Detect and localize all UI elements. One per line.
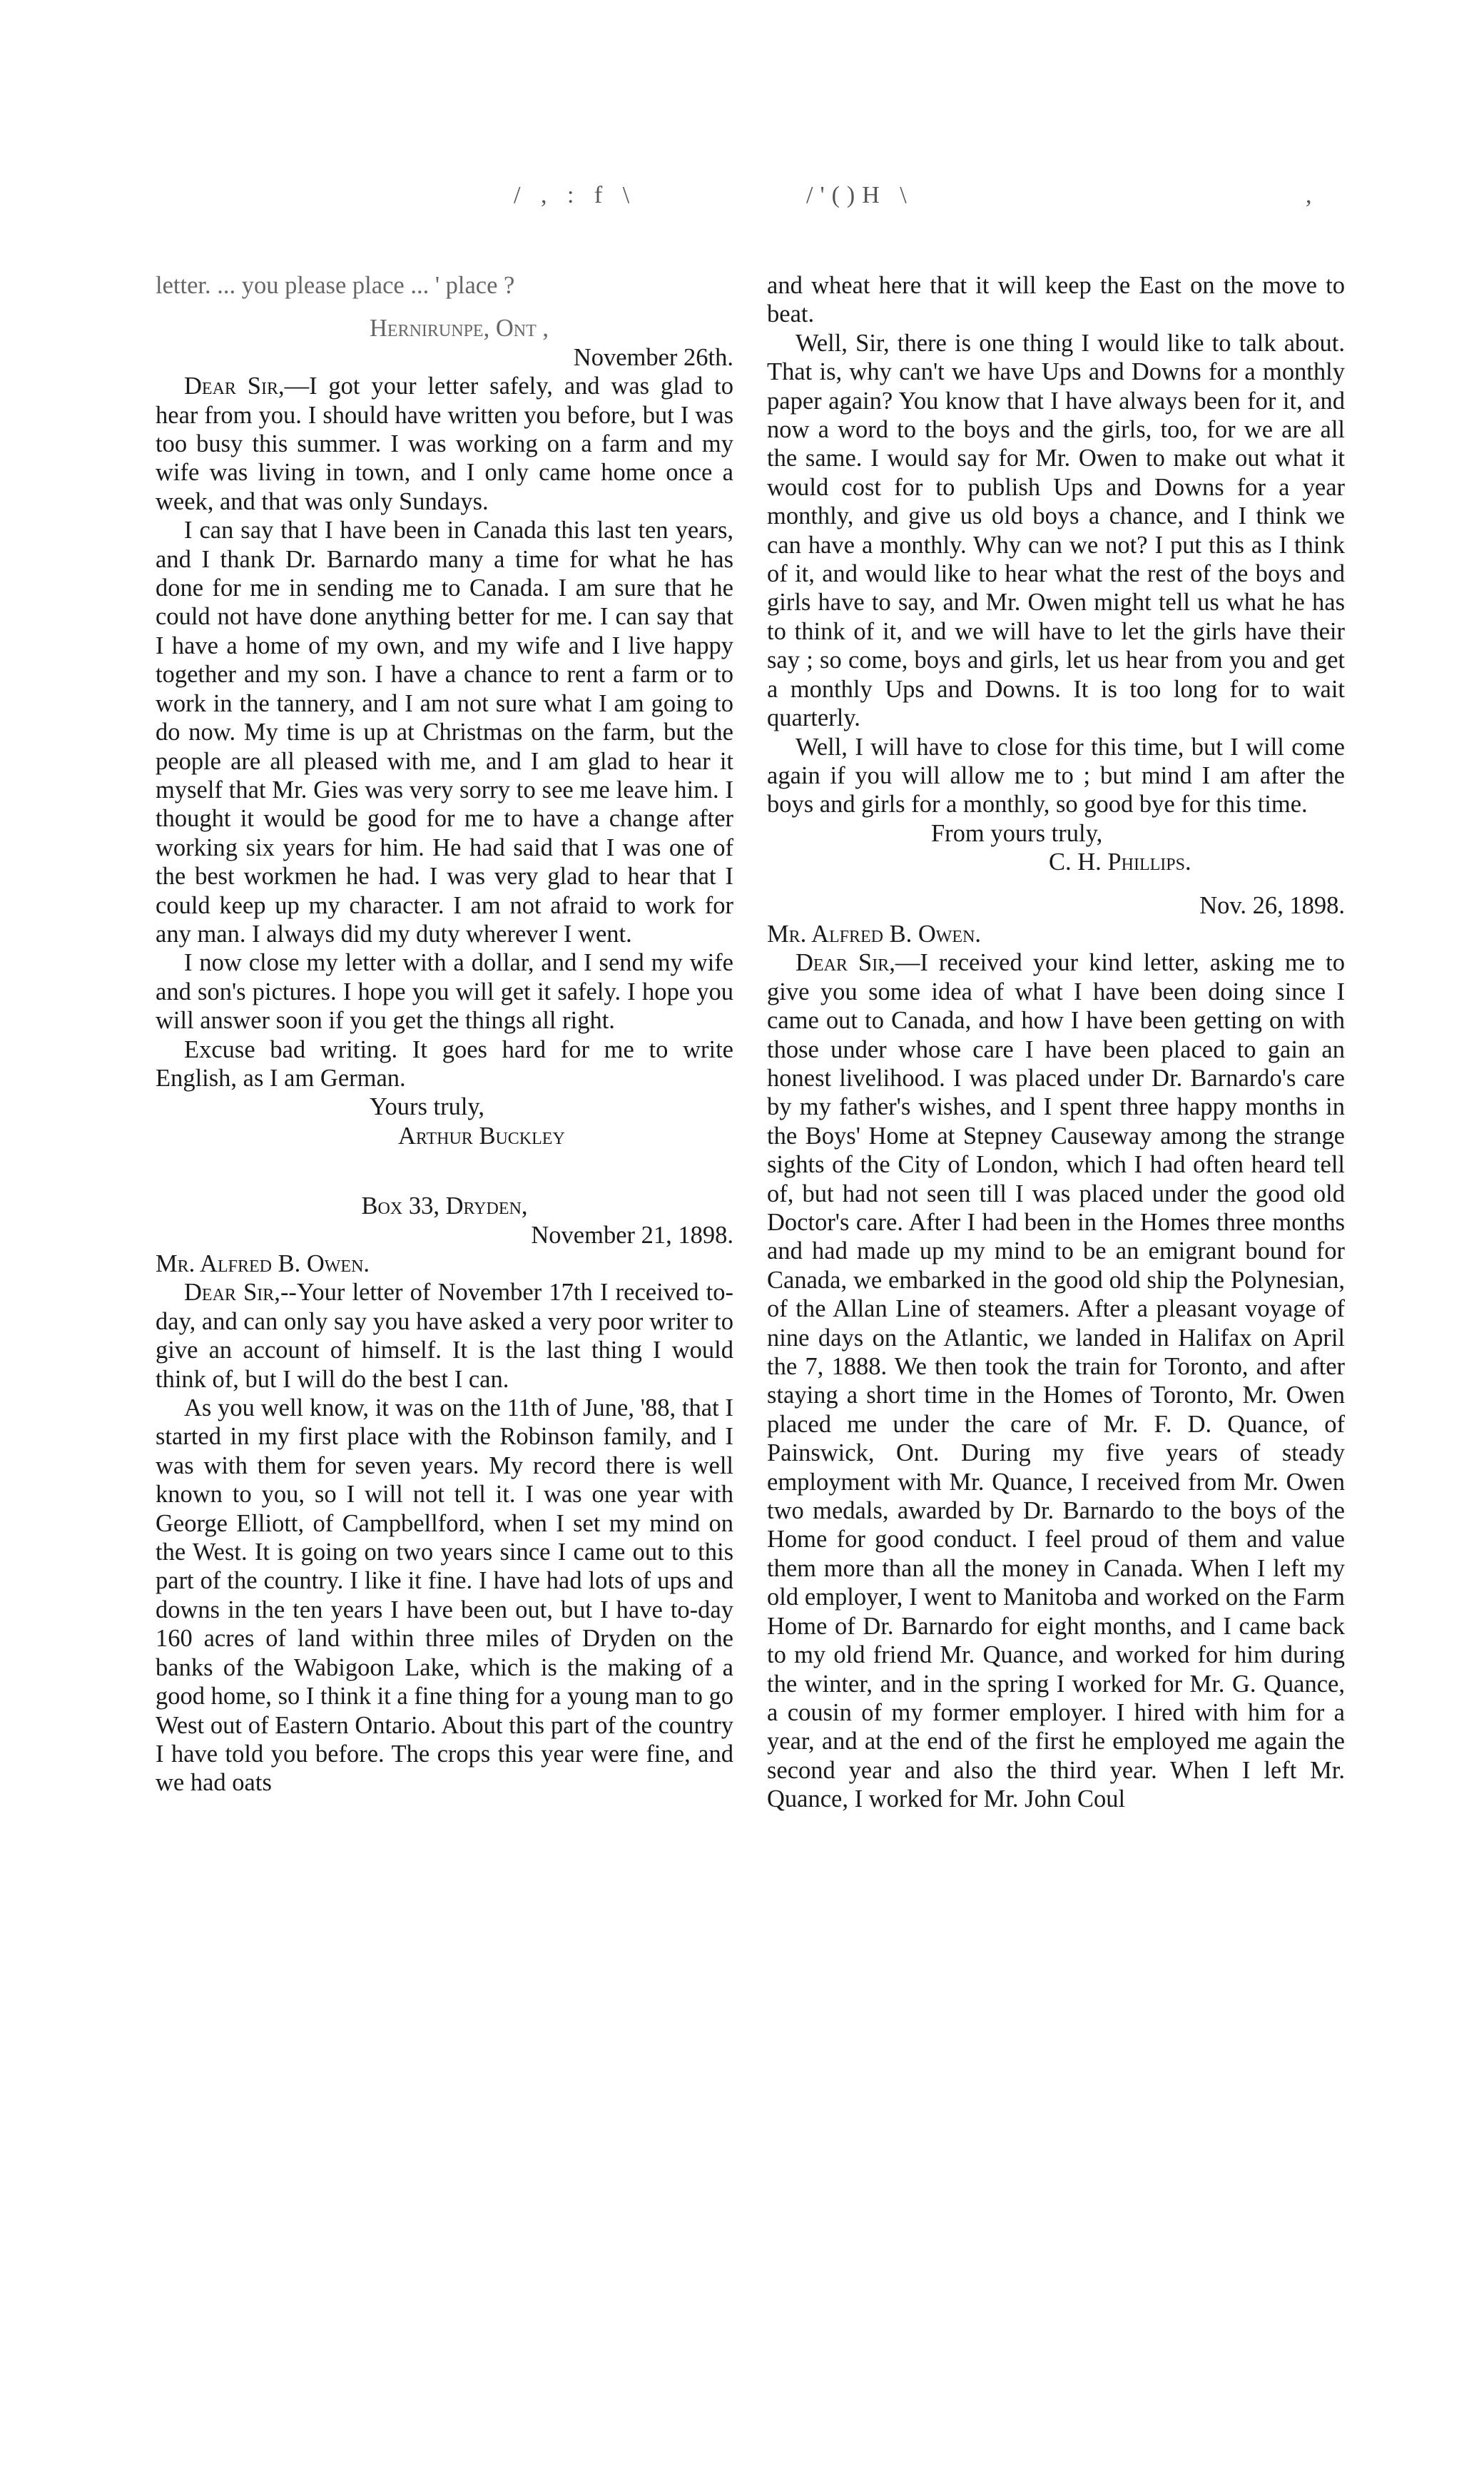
letter1-salutation: Dear Sir, bbox=[184, 372, 285, 400]
letter1-place: Hernirunpe, Ont , bbox=[370, 315, 549, 343]
letter2-signature: C. H. Phillips. bbox=[1049, 848, 1191, 876]
letter2-date: November 21, 1898. bbox=[531, 1221, 733, 1249]
letter2-addressee: Mr. Alfred B. Owen. bbox=[156, 1250, 370, 1277]
letter1-date: November 26th. bbox=[573, 343, 733, 371]
letter1-paragraph: I now close my letter with a dollar, and I send my wife and son's pictures. I hope you will get it safely. I hope you will answer soon if you get the things all right. bbox=[156, 949, 733, 1035]
letter3-addressee: Mr. Alfred B. Owen. bbox=[767, 920, 982, 948]
right-column bbox=[767, 271, 1345, 1814]
fragment-text: letter. ... you please place ... ' place ? bbox=[156, 272, 515, 299]
letter2-salutation: Dear Sir, bbox=[184, 1279, 280, 1307]
left-column bbox=[156, 271, 733, 1798]
letter2-place: Box 33, Dryden, bbox=[361, 1192, 528, 1220]
letter2-paragraph: As you well know, it was on the 11th of June, '88, that I started in my first place with the Robinson family, and I was with them for seven years. My record there is well known to you, so I will not tell it. I was one year with George Elliott, of Campbellford, when I set my mind on the West. It is going on two years since I came out to this part of the country. I like it fine. I have had lots of ups and downs in the ten years I have been out, but I have to-day 160 acres of land within three miles of Dryden on the banks of the Wabigoon Lake, which is the making of a good home, so I think it a fine thing for a young man to go West out of Eastern Ontario. About this part of the country I have told you before. The crops this year were fine, and we had oats bbox=[156, 1394, 733, 1797]
letter2-paragraph: Well, I will have to close for this time, but I will come again if you will allow me to ; but mind I am after the boys and girls for a monthly, so good bye for this time. bbox=[767, 733, 1345, 818]
header-right: , bbox=[1306, 182, 1319, 208]
letter1-signature: Arthur Buckley bbox=[398, 1122, 565, 1150]
letter1-closing: Yours truly, bbox=[370, 1093, 485, 1121]
letter3-date: Nov. 26, 1898. bbox=[1199, 891, 1345, 919]
letter1-paragraph: Excuse bad writing. It goes hard for me to write English, as I am German. bbox=[156, 1035, 733, 1092]
header-title: /'()H \ bbox=[806, 182, 914, 208]
page-header bbox=[0, 182, 1484, 218]
letter2-paragraph: Well, Sir, there is one thing I would like to talk about. That is, why can't we have Ups and Downs for a monthly paper again? You know that I have always been for it, and now a word to the boys and the girls, too, for we are all the same. I would say for Mr. Owen to make out what it would cost for to publish Ups and Downs for a year monthly, and give us old boys a chance, and I think we can have a monthly. Why can we not? I put this as I think of it, and would like to hear what the rest of the boys and girls have to say, and Mr. Owen might tell us what he has to think of it, and we will have to let the girls have their say ; so come, boys and girls, let us hear from you and get a monthly Ups and Downs. It is too long for to wait quarterly. bbox=[767, 329, 1345, 732]
letter1-paragraph: Dear Sir,—I got your letter safely, and was glad to hear from you. I should have written you before, but I was too busy this summer. I was working on a farm and my wife was living in town, and I only came home once a week, and that was only Sundays. bbox=[156, 372, 733, 515]
letter1-paragraph: I can say that I have been in Canada this last ten years, and I thank Dr. Barnardo many a time for what he has done for me in sending me to Canada. I am sure that he could not have done anything better for me. I can say that I have a home of my own, and my wife and I live happy together and my son. I have a chance to rent a farm or to work in the tannery, and I am not sure what I am going to do now. My time is up at Christmas on the farm, but the people are all pleased with me, and I am glad to hear it myself that Mr. Gies was very sorry to see me leave him. I thought it would be good for me to have a change after working six years for him. He had said that I was one of the best workmen he had. I was very glad to hear that I could keep up my character. I am not afraid to work for any man. I always did my duty wherever I went. bbox=[156, 517, 733, 948]
letter2-paragraph: Dear Sir,--Your letter of November 17th I received to-day, and can only say you have asked a very poor writer to give an account of himself. It is the last thing I would think of, but I will do the best I can. bbox=[156, 1279, 733, 1393]
header-left: / , : f \ bbox=[514, 182, 637, 208]
letter3-paragraph: Dear Sir,—I received your kind letter, asking me to give you some idea of what I have been doing since I came out to Canada, and how I have been getting on with those under whose care I have been placed to gain an honest livelihood. I was placed under Dr. Barnardo's care by my father's wishes, and I spent three happy months in the Boys' Home at Stepney Causeway among the strange sights of the City of London, which I had often heard tell of, but had not seen till I was placed under the good old Doctor's care. After I had been in the Homes three months and had made up my mind to be an emigrant bound for Canada, we embarked in the good old ship the Polynesian, of the Allan Line of steamers. After a pleasant voyage of nine days on the Atlantic, we landed in Halifax on April the 7, 1888. We then took the train for Toronto, and after staying a short time in the Homes of Toronto, Mr. Owen placed me under the care of Mr. F. D. Quance, of Painswick, Ont. During my five years of steady employment with Mr. Quance, I received from Mr. Owen two medals, awarded by Dr. Barnardo to the boys of the Home for good conduct. I feel proud of them and value them more than all the money in Canada. When I left my old employer, I went to Manitoba and worked on the Farm Home of Dr. Barnardo for eight months, and I came back to my old friend Mr. Quance, and worked for him during the winter, and in the spring I worked for Mr. G. Quance, a cousin of my former employer. I hired with him for a year, and at the end of the first he employed me again the second year and also the third year. When I left Mr. Quance, I worked for Mr. John Coul bbox=[767, 949, 1346, 1813]
letter2-closing: From yours truly, bbox=[931, 819, 1103, 847]
letter2-continued: and wheat here that it will keep the East on the move to beat. bbox=[767, 272, 1345, 328]
letter3-salutation: Dear Sir, bbox=[796, 949, 895, 977]
